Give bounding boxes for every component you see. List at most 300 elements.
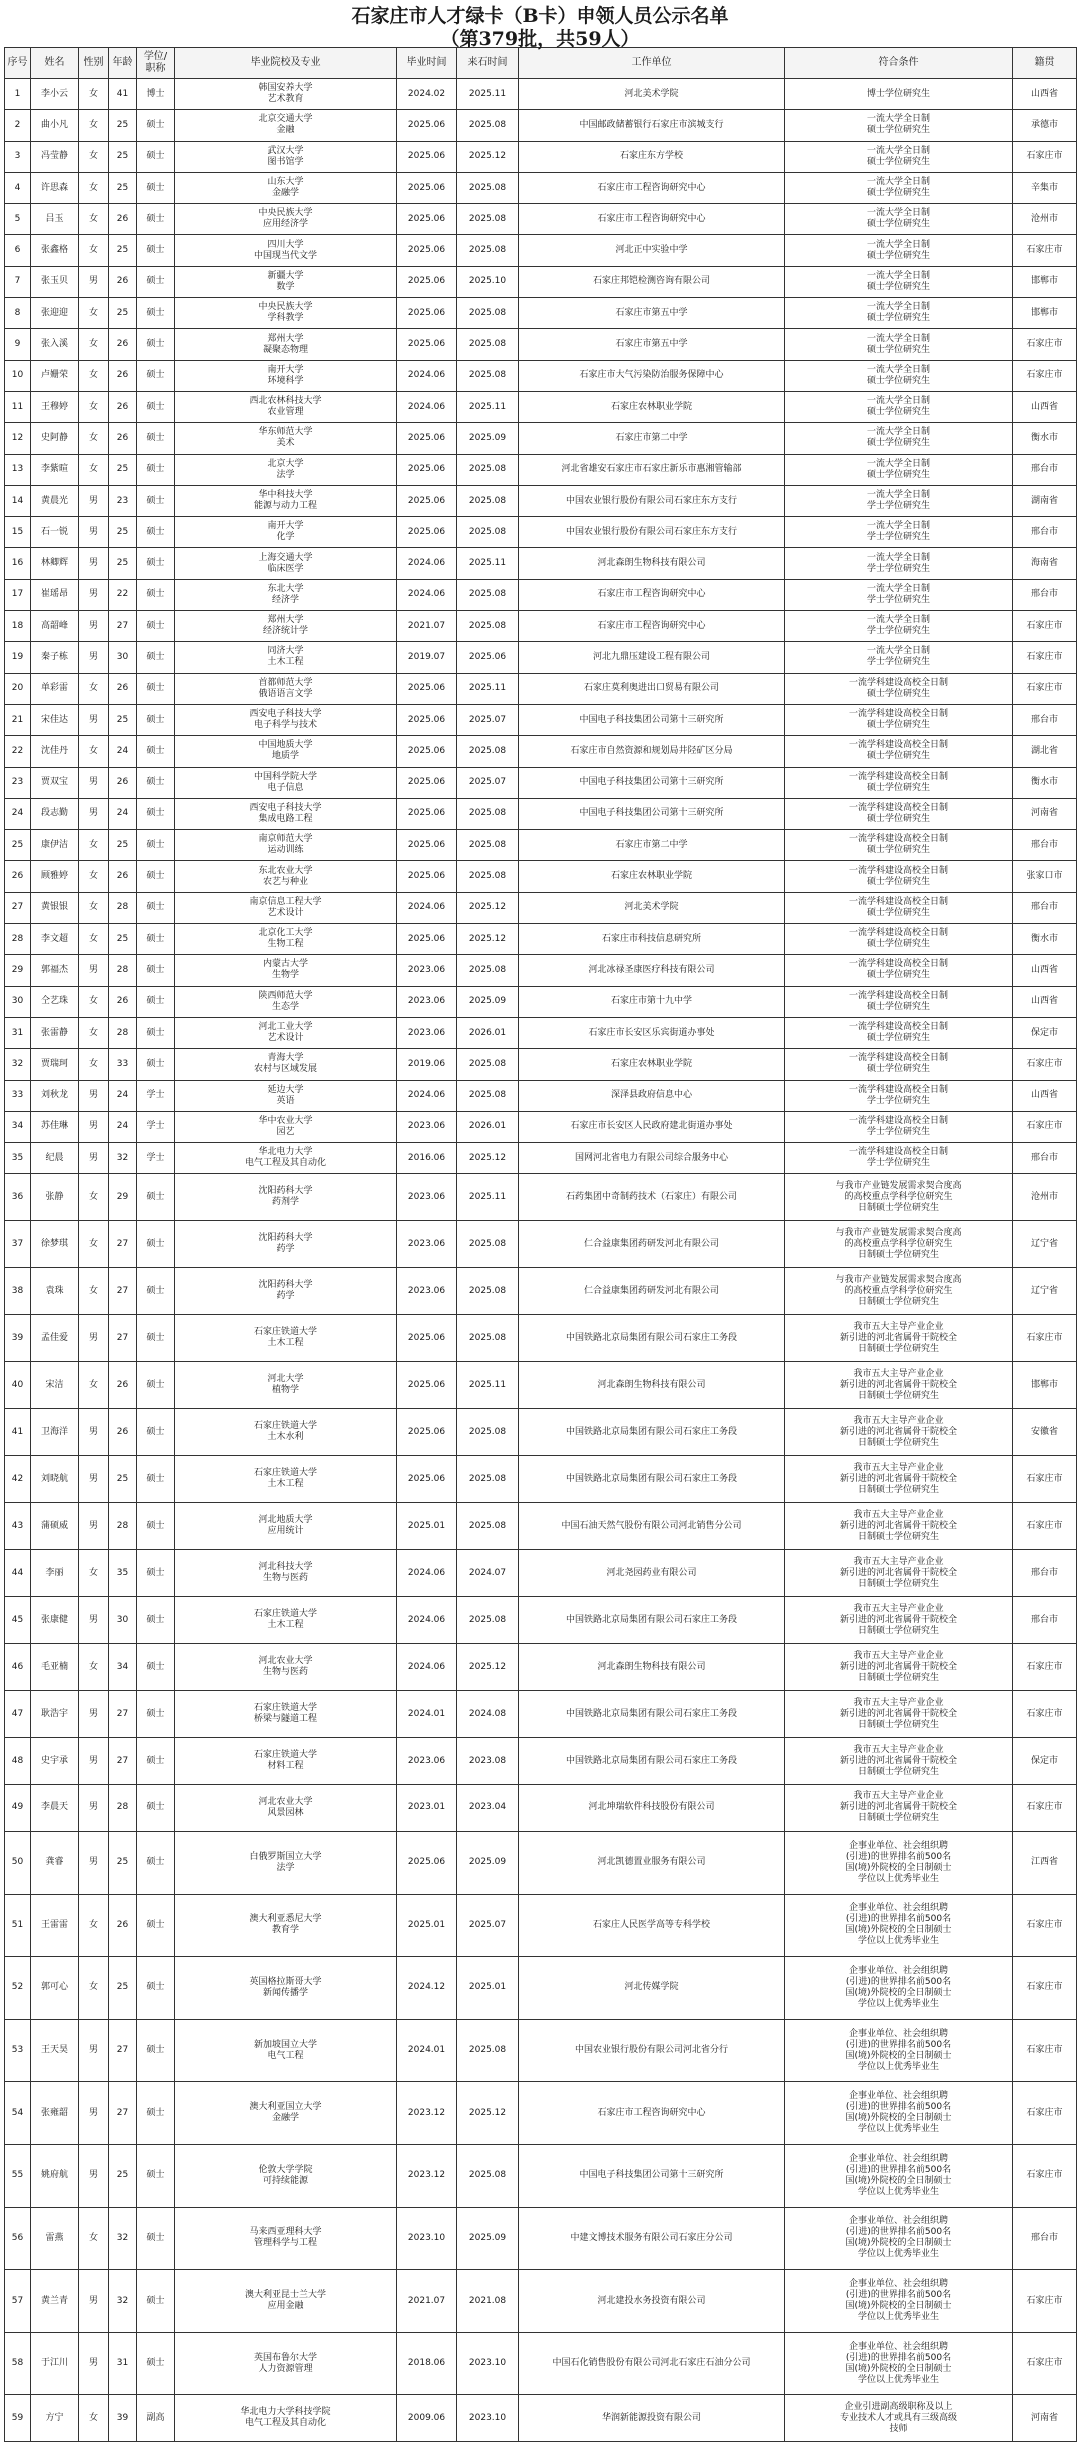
cell-arrival-date: 2025.08 — [457, 798, 519, 829]
table-row — [5, 1080, 1077, 1111]
cell-degree: 硕士 — [137, 423, 175, 454]
table-row — [5, 2395, 1077, 2442]
cell-name: 单彩雷 — [31, 673, 79, 704]
cell-school: 澳大利亚悉尼大学 教育学 — [175, 1894, 397, 1957]
cell-arrival-date: 2025.11 — [457, 391, 519, 422]
cell-condition: 与我市产业链发展需求契合度高 的高校重点学科学位研究生 日制硕士学位研究生 — [785, 1174, 1013, 1221]
cell-age: 29 — [109, 1174, 137, 1221]
cell-employer: 石家庄市第十九中学 — [519, 986, 785, 1017]
cell-seq: 58 — [5, 2332, 31, 2395]
cell-arrival-date: 2025.09 — [457, 986, 519, 1017]
roster-table — [4, 47, 1077, 2442]
cell-name: 黄兰青 — [31, 2270, 79, 2333]
cell-name: 张迎迎 — [31, 298, 79, 329]
cell-condition: 博士学位研究生 — [785, 79, 1013, 110]
cell-arrival-date: 2025.08 — [457, 2019, 519, 2082]
cell-school: 澳大利亚昆士兰大学 应用金融 — [175, 2270, 397, 2333]
cell-school: 南京师范大学 运动训练 — [175, 830, 397, 861]
cell-grad-date: 2025.06 — [397, 423, 457, 454]
cell-employer: 石家庄市工程咨询研究中心 — [519, 611, 785, 642]
cell-school: 河北科技大学 生物与医药 — [175, 1550, 397, 1597]
cell-name: 耿浩宇 — [31, 1691, 79, 1738]
table-row — [5, 2270, 1077, 2333]
cell-grad-date: 2023.06 — [397, 1017, 457, 1048]
cell-hometown: 邯郸市 — [1013, 266, 1077, 297]
cell-condition: 一流学科建设高校全日制 学士学位研究生 — [785, 1143, 1013, 1174]
cell-hometown: 邢台市 — [1013, 1550, 1077, 1597]
cell-age: 32 — [109, 1143, 137, 1174]
cell-employer: 中国农业银行股份有限公司石家庄东方支行 — [519, 485, 785, 516]
cell-name: 李文超 — [31, 924, 79, 955]
cell-gender: 女 — [79, 110, 109, 141]
cell-gender: 女 — [79, 830, 109, 861]
cell-school: 东北农业大学 农艺与种业 — [175, 861, 397, 892]
cell-school: 河北农业大学 生物与医药 — [175, 1644, 397, 1691]
cell-grad-date: 2025.06 — [397, 298, 457, 329]
cell-employer: 石家庄市工程咨询研究中心 — [519, 204, 785, 235]
cell-gender: 男 — [79, 2270, 109, 2333]
cell-age: 25 — [109, 2145, 137, 2208]
cell-arrival-date: 2025.12 — [457, 892, 519, 923]
cell-condition: 企事业单位、社会组织聘 (引进)的世界排名前500名 国(境)外院校的全日制硕士 学位以上优秀毕业生 — [785, 2145, 1013, 2208]
cell-seq: 50 — [5, 1831, 31, 1894]
cell-hometown: 邢台市 — [1013, 1143, 1077, 1174]
cell-age: 27 — [109, 1268, 137, 1315]
cell-arrival-date: 2023.04 — [457, 1784, 519, 1831]
cell-arrival-date: 2021.08 — [457, 2270, 519, 2333]
cell-school: 白俄罗斯国立大学 法学 — [175, 1831, 397, 1894]
cell-name: 宋洁 — [31, 1362, 79, 1409]
cell-school: 河北大学 植物学 — [175, 1362, 397, 1409]
cell-age: 26 — [109, 329, 137, 360]
cell-degree: 硕士 — [137, 1049, 175, 1080]
cell-age: 26 — [109, 1409, 137, 1456]
cell-school: 澳大利亚国立大学 金融学 — [175, 2082, 397, 2145]
cell-seq: 48 — [5, 1738, 31, 1785]
cell-gender: 女 — [79, 204, 109, 235]
table-row — [5, 1221, 1077, 1268]
cell-seq: 44 — [5, 1550, 31, 1597]
cell-seq: 57 — [5, 2270, 31, 2333]
cell-grad-date: 2025.06 — [397, 110, 457, 141]
cell-employer: 石家庄市工程咨询研究中心 — [519, 172, 785, 203]
cell-seq: 49 — [5, 1784, 31, 1831]
cell-gender: 女 — [79, 172, 109, 203]
table-row — [5, 642, 1077, 673]
cell-age: 26 — [109, 423, 137, 454]
cell-grad-date: 2024.06 — [397, 1644, 457, 1691]
cell-grad-date: 2025.06 — [397, 704, 457, 735]
cell-arrival-date: 2025.11 — [457, 79, 519, 110]
cell-age: 31 — [109, 2332, 137, 2395]
cell-name: 张康健 — [31, 1597, 79, 1644]
cell-grad-date: 2025.06 — [397, 1362, 457, 1409]
cell-hometown: 石家庄市 — [1013, 673, 1077, 704]
cell-school: 内蒙古大学 生物学 — [175, 955, 397, 986]
cell-age: 23 — [109, 485, 137, 516]
cell-age: 25 — [109, 454, 137, 485]
cell-grad-date: 2023.06 — [397, 1174, 457, 1221]
cell-gender: 女 — [79, 1221, 109, 1268]
cell-employer: 河北坤瑞软件科技股份有限公司 — [519, 1784, 785, 1831]
cell-employer: 石家庄市工程咨询研究中心 — [519, 579, 785, 610]
cell-name: 高韶峰 — [31, 611, 79, 642]
cell-school: 河北农业大学 风景园林 — [175, 1784, 397, 1831]
cell-hometown: 石家庄市 — [1013, 1957, 1077, 2020]
cell-employer: 中国石化销售股份有限公司河北石家庄石油分公司 — [519, 2332, 785, 2395]
table-row — [5, 1894, 1077, 1957]
cell-age: 25 — [109, 141, 137, 172]
cell-degree: 硕士 — [137, 1221, 175, 1268]
cell-name: 刘秋龙 — [31, 1080, 79, 1111]
cell-condition: 一流大学全日制 硕士学位研究生 — [785, 454, 1013, 485]
cell-condition: 我市五大主导产业企业 新引进的河北省属骨干院校全 日制硕士学位研究生 — [785, 1784, 1013, 1831]
cell-gender: 男 — [79, 2145, 109, 2208]
table-row — [5, 485, 1077, 516]
cell-employer: 中国石油天然气股份有限公司河北销售分公司 — [519, 1503, 785, 1550]
cell-employer: 仁合益康集团药研发河北有限公司 — [519, 1268, 785, 1315]
cell-employer: 石家庄市长安区人民政府建北街道办事处 — [519, 1111, 785, 1142]
cell-seq: 38 — [5, 1268, 31, 1315]
cell-condition: 企事业单位、社会组织聘 (引进)的世界排名前500名 国(境)外院校的全日制硕士 学位以上优秀毕业生 — [785, 1957, 1013, 2020]
cell-arrival-date: 2025.08 — [457, 485, 519, 516]
cell-gender: 女 — [79, 924, 109, 955]
table-row — [5, 1738, 1077, 1785]
cell-grad-date: 2023.10 — [397, 2207, 457, 2270]
cell-degree: 硕士 — [137, 704, 175, 735]
cell-grad-date: 2025.06 — [397, 329, 457, 360]
cell-age: 28 — [109, 892, 137, 923]
cell-name: 黄银银 — [31, 892, 79, 923]
table-row — [5, 861, 1077, 892]
cell-grad-date: 2009.06 — [397, 2395, 457, 2442]
cell-school: 沈阳药科大学 药学 — [175, 1268, 397, 1315]
cell-name: 纪晨 — [31, 1143, 79, 1174]
cell-seq: 36 — [5, 1174, 31, 1221]
table-row — [5, 2082, 1077, 2145]
cell-name: 王雷雷 — [31, 1894, 79, 1957]
cell-age: 25 — [109, 830, 137, 861]
cell-degree: 硕士 — [137, 955, 175, 986]
cell-grad-date: 2025.06 — [397, 798, 457, 829]
cell-school: 陕西师范大学 生态学 — [175, 986, 397, 1017]
cell-school: 石家庄铁道大学 材料工程 — [175, 1738, 397, 1785]
cell-age: 27 — [109, 1315, 137, 1362]
cell-seq: 19 — [5, 642, 31, 673]
cell-name: 李丽 — [31, 1550, 79, 1597]
cell-seq: 12 — [5, 423, 31, 454]
cell-employer: 河北凯德置业服务有限公司 — [519, 1831, 785, 1894]
cell-name: 贾双宝 — [31, 767, 79, 798]
cell-hometown: 保定市 — [1013, 1738, 1077, 1785]
cell-name: 李紫暄 — [31, 454, 79, 485]
cell-gender: 女 — [79, 1268, 109, 1315]
cell-arrival-date: 2025.07 — [457, 704, 519, 735]
cell-age: 28 — [109, 955, 137, 986]
table-row — [5, 2207, 1077, 2270]
cell-age: 25 — [109, 1831, 137, 1894]
col-header-grad-date: 毕业时间 — [397, 48, 457, 79]
cell-name: 史阿静 — [31, 423, 79, 454]
cell-condition: 与我市产业链发展需求契合度高 的高校重点学科学位研究生 日制硕士学位研究生 — [785, 1221, 1013, 1268]
cell-name: 曲小凡 — [31, 110, 79, 141]
cell-employer: 石家庄邦铠检测咨询有限公司 — [519, 266, 785, 297]
cell-school: 华中科技大学 能源与动力工程 — [175, 485, 397, 516]
cell-grad-date: 2025.06 — [397, 736, 457, 767]
cell-gender: 女 — [79, 391, 109, 422]
table-row — [5, 767, 1077, 798]
cell-school: 新疆大学 数学 — [175, 266, 397, 297]
table-row — [5, 329, 1077, 360]
cell-employer: 中国电子科技集团公司第十三研究所 — [519, 767, 785, 798]
cell-gender: 女 — [79, 892, 109, 923]
cell-condition: 企事业单位、社会组织聘 (引进)的世界排名前500名 国(境)外院校的全日制硕士 学位以上优秀毕业生 — [785, 1831, 1013, 1894]
col-header-seq: 序号 — [5, 48, 31, 79]
cell-seq: 15 — [5, 517, 31, 548]
cell-grad-date: 2025.06 — [397, 673, 457, 704]
cell-hometown: 邢台市 — [1013, 517, 1077, 548]
cell-degree: 硕士 — [137, 235, 175, 266]
cell-school: 华东师范大学 美术 — [175, 423, 397, 454]
cell-arrival-date: 2025.08 — [457, 2145, 519, 2208]
cell-seq: 26 — [5, 861, 31, 892]
cell-condition: 一流大学全日制 硕士学位研究生 — [785, 360, 1013, 391]
cell-school: 河北地质大学 应用统计 — [175, 1503, 397, 1550]
cell-name: 顾雅婷 — [31, 861, 79, 892]
cell-name: 孟佳爱 — [31, 1315, 79, 1362]
cell-name: 崔瑶昂 — [31, 579, 79, 610]
cell-arrival-date: 2025.08 — [457, 1268, 519, 1315]
cell-age: 26 — [109, 1894, 137, 1957]
cell-employer: 深泽县政府信息中心 — [519, 1080, 785, 1111]
cell-hometown: 石家庄市 — [1013, 1503, 1077, 1550]
cell-name: 张玉贝 — [31, 266, 79, 297]
cell-arrival-date: 2026.01 — [457, 1111, 519, 1142]
cell-arrival-date: 2025.08 — [457, 454, 519, 485]
cell-gender: 男 — [79, 1738, 109, 1785]
cell-gender: 男 — [79, 704, 109, 735]
cell-grad-date: 2025.06 — [397, 454, 457, 485]
cell-name: 龚睿 — [31, 1831, 79, 1894]
cell-degree: 硕士 — [137, 986, 175, 1017]
cell-age: 35 — [109, 1550, 137, 1597]
cell-employer: 石家庄市第二中学 — [519, 830, 785, 861]
cell-degree: 硕士 — [137, 204, 175, 235]
cell-seq: 7 — [5, 266, 31, 297]
cell-degree: 硕士 — [137, 266, 175, 297]
cell-name: 雷燕 — [31, 2207, 79, 2270]
cell-employer: 河北美术学院 — [519, 892, 785, 923]
cell-hometown: 邯郸市 — [1013, 1362, 1077, 1409]
cell-degree: 硕士 — [137, 2270, 175, 2333]
cell-gender: 男 — [79, 2019, 109, 2082]
cell-arrival-date: 2025.07 — [457, 1894, 519, 1957]
cell-grad-date: 2021.07 — [397, 2270, 457, 2333]
cell-school: 韩国安养大学 艺术教育 — [175, 79, 397, 110]
cell-school: 西安电子科技大学 集成电路工程 — [175, 798, 397, 829]
cell-hometown: 石家庄市 — [1013, 1691, 1077, 1738]
cell-condition: 一流学科建设高校全日制 硕士学位研究生 — [785, 861, 1013, 892]
cell-arrival-date: 2025.08 — [457, 329, 519, 360]
cell-hometown: 承德市 — [1013, 110, 1077, 141]
cell-name: 宋佳达 — [31, 704, 79, 735]
cell-school: 西安电子科技大学 电子科学与技术 — [175, 704, 397, 735]
cell-name: 冯莹静 — [31, 141, 79, 172]
cell-grad-date: 2025.06 — [397, 924, 457, 955]
cell-name: 王天昊 — [31, 2019, 79, 2082]
cell-age: 41 — [109, 79, 137, 110]
cell-employer: 石药集团中奇制药技术（石家庄）有限公司 — [519, 1174, 785, 1221]
cell-condition: 我市五大主导产业企业 新引进的河北省属骨干院校全 日制硕士学位研究生 — [785, 1503, 1013, 1550]
cell-school: 沈阳药科大学 药学 — [175, 1221, 397, 1268]
cell-gender: 男 — [79, 1456, 109, 1503]
cell-age: 25 — [109, 1957, 137, 2020]
cell-employer: 中国铁路北京局集团有限公司石家庄工务段 — [519, 1597, 785, 1644]
cell-degree: 副高 — [137, 2395, 175, 2442]
cell-name: 许思森 — [31, 172, 79, 203]
cell-arrival-date: 2025.08 — [457, 1221, 519, 1268]
cell-degree: 硕士 — [137, 892, 175, 923]
cell-age: 32 — [109, 2270, 137, 2333]
cell-name: 张入溪 — [31, 329, 79, 360]
cell-name: 张鑫格 — [31, 235, 79, 266]
cell-name: 方宁 — [31, 2395, 79, 2442]
cell-gender: 男 — [79, 611, 109, 642]
cell-gender: 女 — [79, 1017, 109, 1048]
cell-hometown: 邢台市 — [1013, 579, 1077, 610]
table-row — [5, 1644, 1077, 1691]
cell-employer: 河北省雄安石家庄市石家庄新乐市惠湘管输部 — [519, 454, 785, 485]
cell-gender: 男 — [79, 767, 109, 798]
cell-condition: 一流大学全日制 硕士学位研究生 — [785, 266, 1013, 297]
cell-hometown: 山西省 — [1013, 1080, 1077, 1111]
cell-arrival-date: 2025.11 — [457, 673, 519, 704]
cell-grad-date: 2025.06 — [397, 767, 457, 798]
cell-gender: 男 — [79, 642, 109, 673]
cell-school: 河北工业大学 艺术设计 — [175, 1017, 397, 1048]
cell-employer: 石家庄莫利奥进出口贸易有限公司 — [519, 673, 785, 704]
cell-grad-date: 2024.02 — [397, 79, 457, 110]
cell-gender: 女 — [79, 861, 109, 892]
cell-age: 26 — [109, 204, 137, 235]
col-header-degree: 学位/职称 — [137, 48, 175, 79]
cell-seq: 52 — [5, 1957, 31, 2020]
cell-arrival-date: 2025.12 — [457, 2082, 519, 2145]
cell-condition: 我市五大主导产业企业 新引进的河北省属骨干院校全 日制硕士学位研究生 — [785, 1691, 1013, 1738]
cell-degree: 硕士 — [137, 579, 175, 610]
cell-gender: 男 — [79, 1597, 109, 1644]
cell-hometown: 衡水市 — [1013, 924, 1077, 955]
table-row — [5, 1315, 1077, 1362]
col-header-name: 姓名 — [31, 48, 79, 79]
cell-condition: 一流大学全日制 学士学位研究生 — [785, 642, 1013, 673]
cell-seq: 17 — [5, 579, 31, 610]
table-row — [5, 204, 1077, 235]
cell-condition: 一流大学全日制 学士学位研究生 — [785, 611, 1013, 642]
cell-arrival-date: 2025.08 — [457, 736, 519, 767]
cell-age: 26 — [109, 767, 137, 798]
table-row — [5, 736, 1077, 767]
cell-school: 华北电力大学科技学院 电气工程及其自动化 — [175, 2395, 397, 2442]
cell-seq: 27 — [5, 892, 31, 923]
cell-arrival-date: 2025.08 — [457, 1315, 519, 1362]
cell-grad-date: 2025.06 — [397, 235, 457, 266]
cell-hometown: 保定市 — [1013, 1017, 1077, 1048]
cell-gender: 男 — [79, 1315, 109, 1362]
cell-degree: 硕士 — [137, 1503, 175, 1550]
cell-grad-date: 2024.06 — [397, 548, 457, 579]
table-row — [5, 1550, 1077, 1597]
cell-degree: 硕士 — [137, 1174, 175, 1221]
cell-gender: 女 — [79, 2207, 109, 2270]
cell-grad-date: 2018.06 — [397, 2332, 457, 2395]
cell-arrival-date: 2025.08 — [457, 861, 519, 892]
cell-hometown: 邢台市 — [1013, 2207, 1077, 2270]
cell-degree: 硕士 — [137, 1456, 175, 1503]
cell-condition: 一流大学全日制 硕士学位研究生 — [785, 172, 1013, 203]
cell-hometown: 海南省 — [1013, 548, 1077, 579]
cell-name: 李小云 — [31, 79, 79, 110]
table-row — [5, 1268, 1077, 1315]
cell-name: 贾瑞珂 — [31, 1049, 79, 1080]
cell-grad-date: 2024.06 — [397, 360, 457, 391]
cell-condition: 我市五大主导产业企业 新引进的河北省属骨干院校全 日制硕士学位研究生 — [785, 1738, 1013, 1785]
cell-name: 黄晨光 — [31, 485, 79, 516]
table-row — [5, 548, 1077, 579]
cell-school: 中央民族大学 学科教学 — [175, 298, 397, 329]
cell-degree: 硕士 — [137, 2082, 175, 2145]
table-row — [5, 454, 1077, 485]
cell-age: 22 — [109, 579, 137, 610]
cell-arrival-date: 2024.08 — [457, 1691, 519, 1738]
cell-degree: 硕士 — [137, 767, 175, 798]
cell-school: 北京大学 法学 — [175, 454, 397, 485]
cell-hometown: 湖北省 — [1013, 736, 1077, 767]
cell-age: 24 — [109, 798, 137, 829]
cell-age: 27 — [109, 2019, 137, 2082]
table-row — [5, 1143, 1077, 1174]
cell-employer: 仁合益康集团药研发河北有限公司 — [519, 1221, 785, 1268]
cell-age: 26 — [109, 266, 137, 297]
cell-gender: 女 — [79, 329, 109, 360]
cell-degree: 学士 — [137, 1143, 175, 1174]
cell-arrival-date: 2025.08 — [457, 1409, 519, 1456]
cell-condition: 一流学科建设高校全日制 硕士学位研究生 — [785, 830, 1013, 861]
cell-age: 24 — [109, 736, 137, 767]
cell-seq: 14 — [5, 485, 31, 516]
cell-condition: 我市五大主导产业企业 新引进的河北省属骨干院校全 日制硕士学位研究生 — [785, 1456, 1013, 1503]
cell-hometown: 石家庄市 — [1013, 2082, 1077, 2145]
cell-gender: 男 — [79, 1409, 109, 1456]
cell-condition: 企事业单位、社会组织聘 (引进)的世界排名前500名 国(境)外院校的全日制硕士 学位以上优秀毕业生 — [785, 2332, 1013, 2395]
cell-employer: 石家庄市长安区乐宾街道办事处 — [519, 1017, 785, 1048]
cell-age: 24 — [109, 1080, 137, 1111]
cell-condition: 一流学科建设高校全日制 硕士学位研究生 — [785, 892, 1013, 923]
cell-name: 李晨天 — [31, 1784, 79, 1831]
cell-name: 张雷静 — [31, 1017, 79, 1048]
cell-hometown: 石家庄市 — [1013, 329, 1077, 360]
cell-gender: 男 — [79, 579, 109, 610]
cell-hometown: 石家庄市 — [1013, 642, 1077, 673]
cell-arrival-date: 2025.01 — [457, 1957, 519, 2020]
cell-employer: 石家庄人民医学高等专科学校 — [519, 1894, 785, 1957]
cell-grad-date: 2024.12 — [397, 1957, 457, 2020]
cell-gender: 男 — [79, 485, 109, 516]
cell-arrival-date: 2024.07 — [457, 1550, 519, 1597]
cell-grad-date: 2024.06 — [397, 1597, 457, 1644]
cell-school: 沈阳药科大学 药剂学 — [175, 1174, 397, 1221]
cell-age: 28 — [109, 1017, 137, 1048]
